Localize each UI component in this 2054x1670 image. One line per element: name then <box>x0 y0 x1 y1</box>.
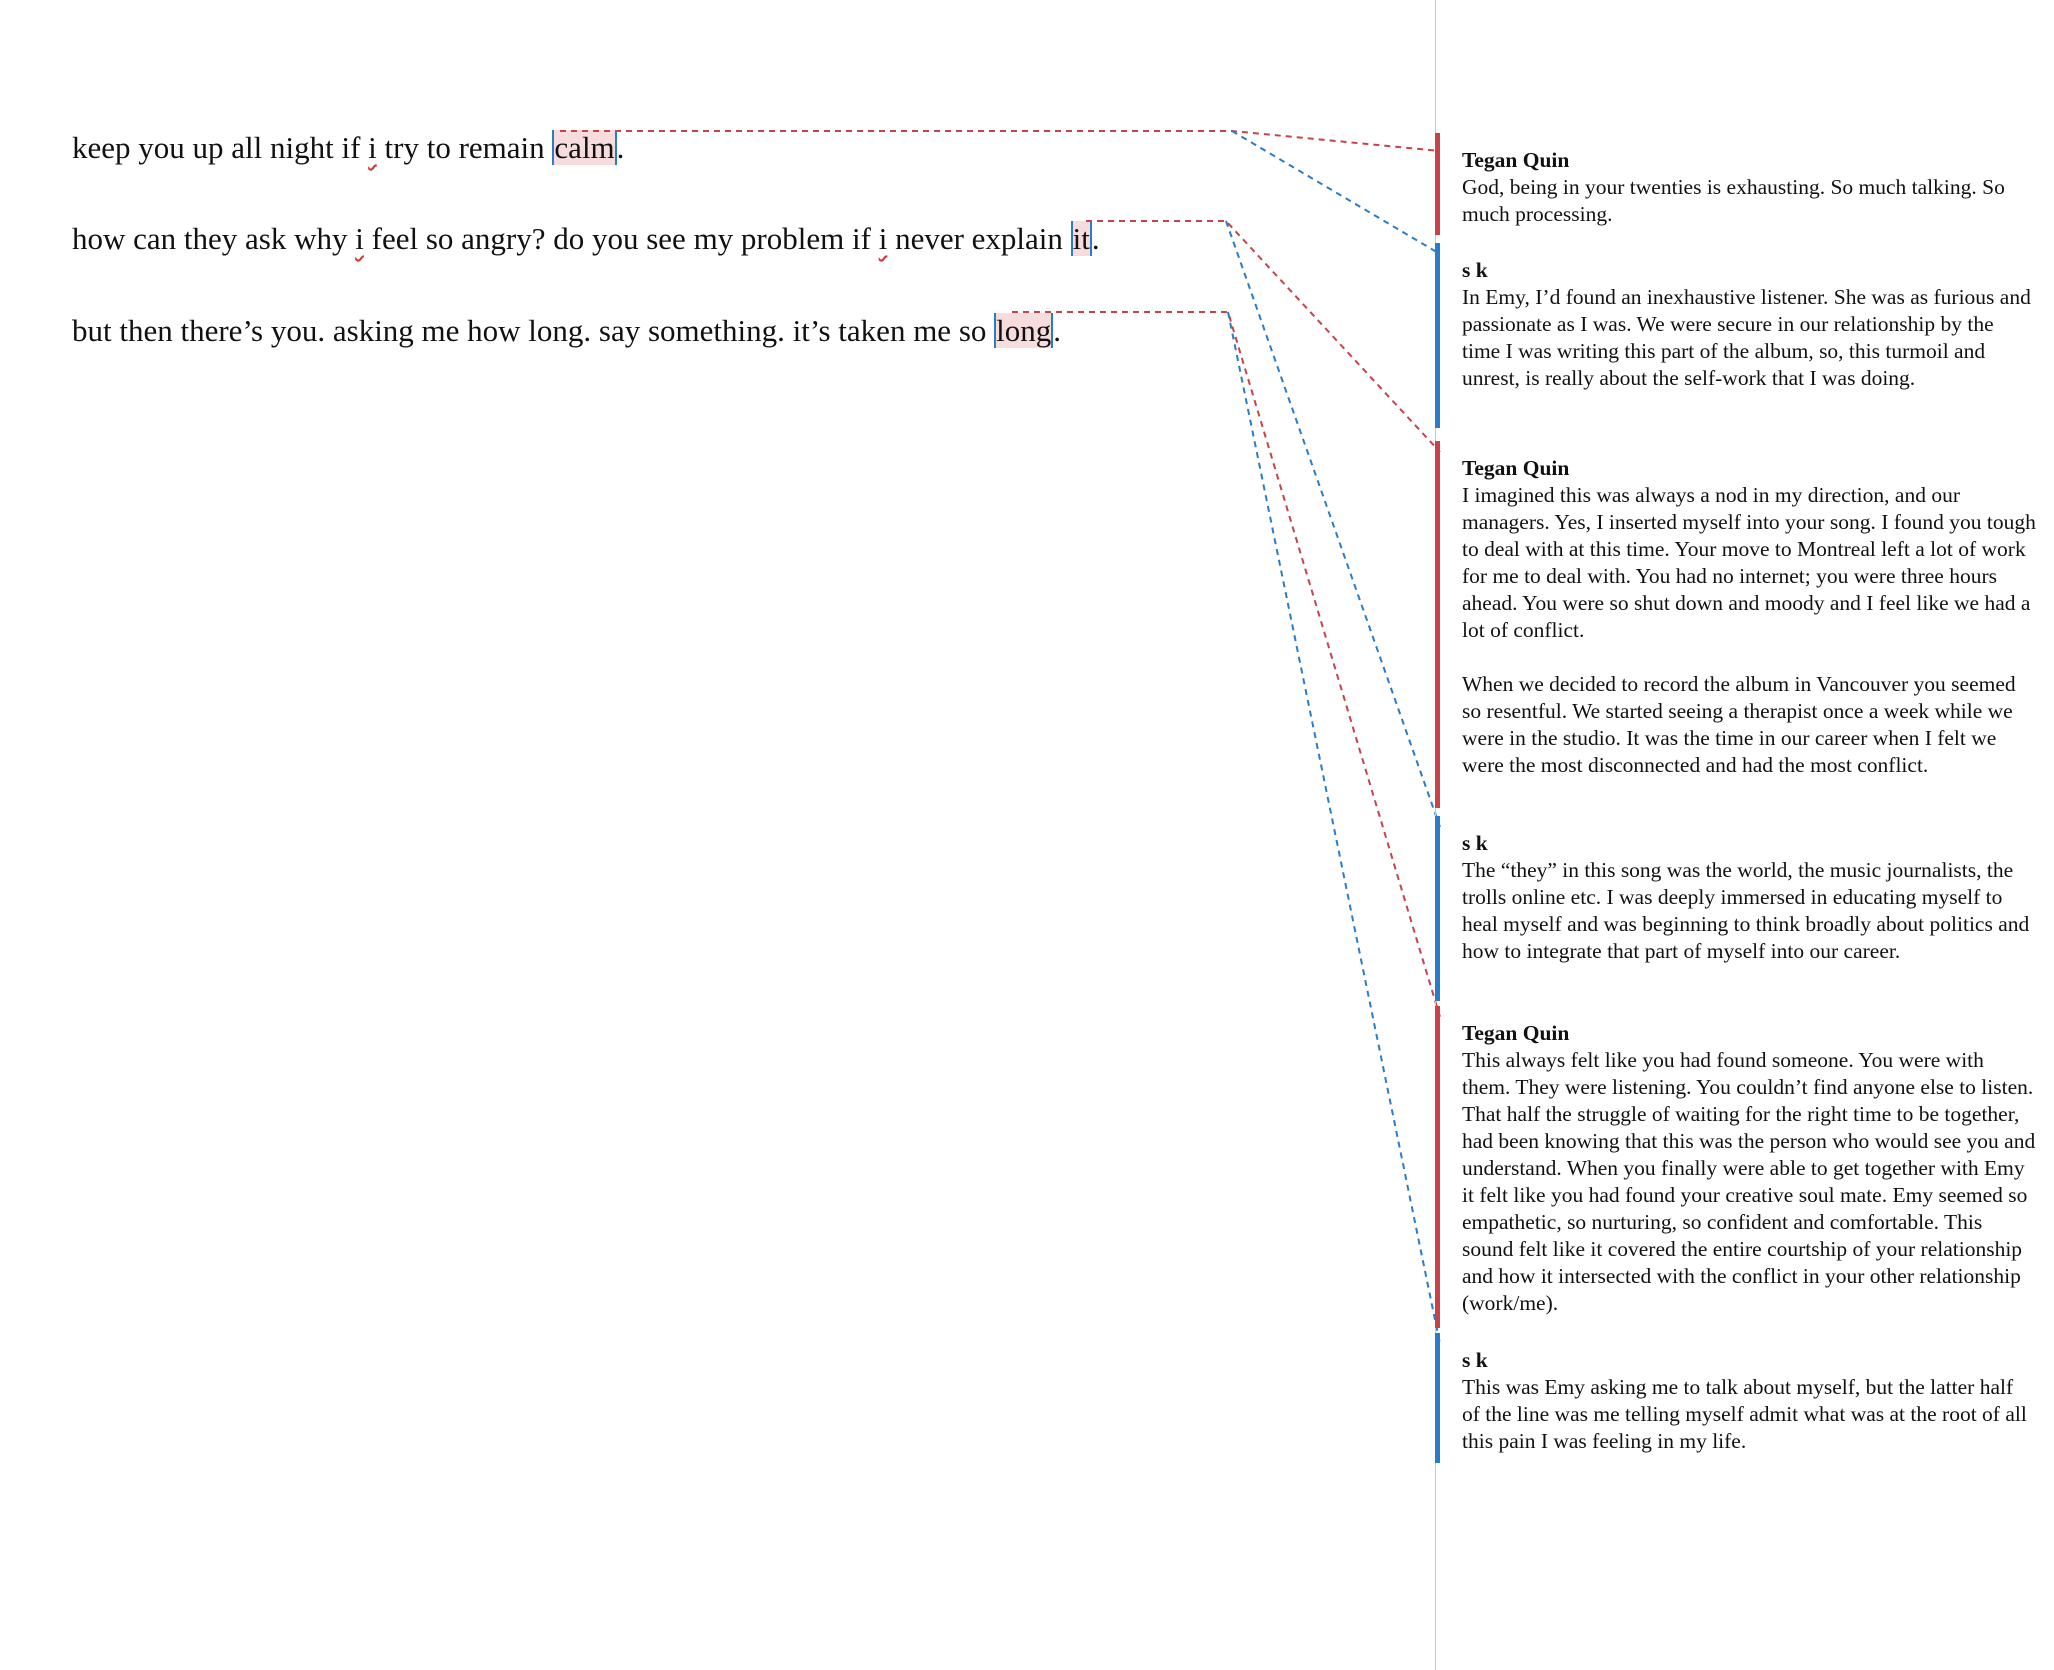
connector-line <box>1086 221 1440 452</box>
line-text: try to remain <box>376 130 553 165</box>
comment-text: This always felt like you had found someone. You were with them. They were listening. You couldn’t find anyone else to listen. That half the struggle of waiting for the right time to be together, had been knowing that this was the person who would see you and understand. When you finally were able to get together with Emy it felt like you had found your creative soul mate. Emy seemed so empathetic, so nurturing, so confident and comfortable. This sound felt like it covered the entire courtship of your relationship and how it intersected with the conflict in your other relationship (work/me). <box>1462 1048 2036 1315</box>
lyric-line-3[interactable] <box>72 311 1061 351</box>
connector-line <box>1232 131 1440 254</box>
spelling-flag[interactable]: i <box>355 221 364 256</box>
connector-line <box>1012 312 1440 1017</box>
line-text: keep you up all night if <box>72 130 369 165</box>
comment-anchor-long[interactable]: long <box>996 313 1052 348</box>
line-text: how can they ask why <box>72 221 356 256</box>
comment-card[interactable] <box>1435 1333 2040 1463</box>
comment-author: s k <box>1462 1348 1488 1372</box>
comment-text: This was Emy asking me to talk about myself, but the latter half of the line was me telling myself admit what was at the root of all this pain I was feeling in my life. <box>1462 1375 2027 1453</box>
comment-author: Tegan Quin <box>1462 1021 1570 1045</box>
line-text: never explain <box>887 221 1071 256</box>
comment-text: The “they” in this song was the world, the music journalists, the trolls online etc. I was deeply immersed in educating myself to heal myself and was beginning to think broadly about politics and how to integrate that part of myself into our career. <box>1462 858 2030 963</box>
spelling-flag[interactable]: i <box>878 221 888 256</box>
line-text: . <box>1091 221 1100 256</box>
comment-text: When we decided to record the album in Vancouver you seemed so resentful. We started seeing a therapist once a week while we were in the studio. It was the time in our career when I felt we were the most disconnected and had the most conflict. <box>1462 672 2016 777</box>
comment-author: Tegan Quin <box>1462 148 1570 172</box>
connector-line <box>560 131 1440 151</box>
line-text: but then there’s you. asking me how long. say something. it’s taken me so <box>72 313 995 348</box>
comment-author: Tegan Quin <box>1462 456 1570 480</box>
connector-line <box>1228 312 1440 1344</box>
comment-text: God, being in your twenties is exhausting. So much talking. So much processing. <box>1462 175 2005 226</box>
comment-anchor-calm[interactable]: calm <box>554 130 615 165</box>
line-text: . <box>616 130 625 165</box>
connector-line <box>1226 221 1440 827</box>
comment-card[interactable] <box>1435 441 2040 808</box>
line-text: feel so angry? do you see my problem if <box>363 221 879 256</box>
comment-text: In Emy, I’d found an inexhaustive listener. She was as furious and passionate as I was. We were secure in our relationship by the time I was writing this part of the album, so, this turmoil and unrest, is really about the self-work that I was doing. <box>1462 285 2031 390</box>
comment-card[interactable] <box>1435 1006 2040 1328</box>
comment-anchor-it[interactable]: it <box>1072 221 1090 256</box>
line-text: . <box>1053 313 1062 348</box>
comment-author: s k <box>1462 831 1488 855</box>
lyric-line-1[interactable] <box>72 128 624 168</box>
comment-card[interactable] <box>1435 133 2040 235</box>
comment-author: s k <box>1462 258 1488 282</box>
lyric-line-2[interactable] <box>72 219 1100 259</box>
spelling-flag[interactable]: i <box>368 130 377 165</box>
comment-card[interactable] <box>1435 243 2040 428</box>
comment-card[interactable] <box>1435 816 2040 1001</box>
comment-text: I imagined this was always a nod in my direction, and our managers. Yes, I inserted myself into your song. I found you tough to deal with at this time. Your move to Montreal left a lot of work for me to deal with. You had no internet; you were three hours ahead. You were so shut down and moody and I feel like we had a lot of conflict. <box>1462 483 2036 642</box>
